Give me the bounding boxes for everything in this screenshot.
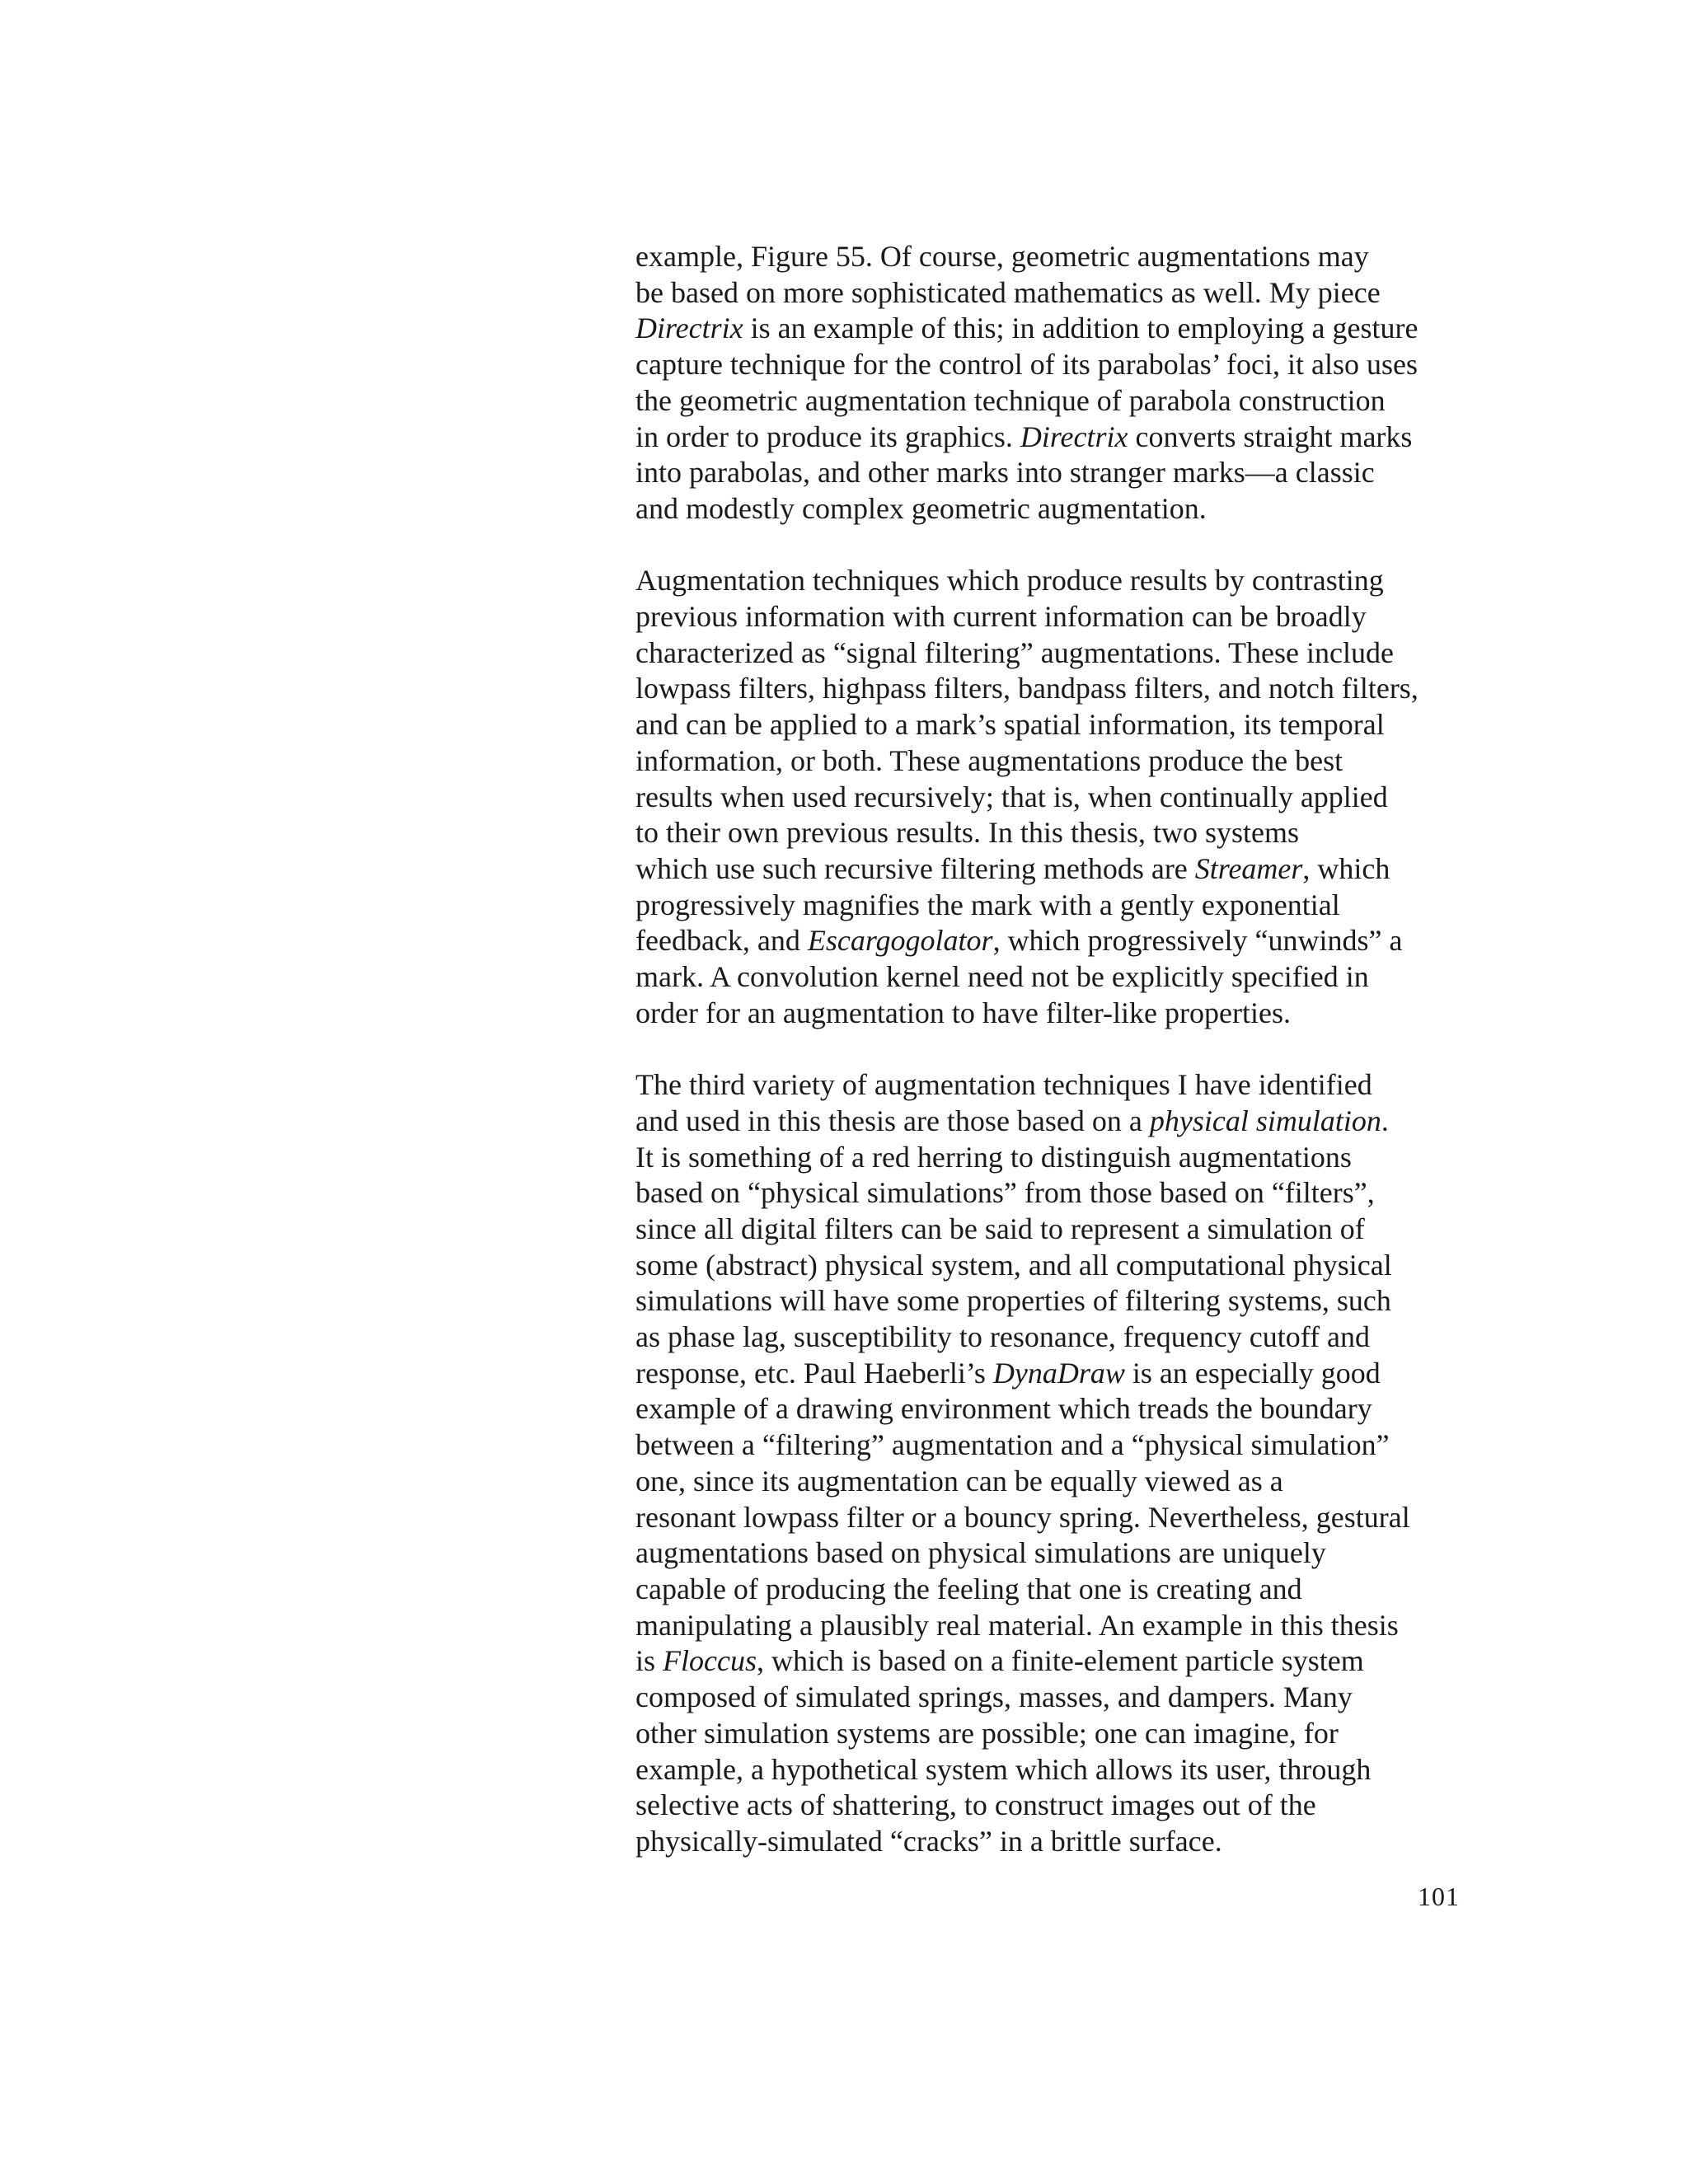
text-run: be based on more sophisticated mathematics as well. My piece <box>635 275 1381 309</box>
text-line <box>635 923 1489 959</box>
text-run: based on “physical simulations” from those based on “filters”, <box>635 1176 1375 1210</box>
text-line <box>635 1391 1489 1427</box>
text-run: is <box>635 1644 663 1678</box>
text-line <box>635 743 1489 780</box>
text-line <box>635 671 1489 707</box>
text-run: example of a drawing environment which treads the boundary <box>635 1392 1372 1426</box>
text-line <box>635 1680 1489 1716</box>
text-line <box>635 1212 1489 1248</box>
text-run: physically-simulated “cracks” in a brittle surface. <box>635 1824 1222 1858</box>
text-run: augmentations based on physical simulations are uniquely <box>635 1536 1326 1570</box>
text-line <box>635 491 1489 527</box>
text-run: converts straight marks <box>1128 419 1413 453</box>
text-line <box>635 851 1489 888</box>
text-line <box>635 1067 1489 1104</box>
text-run: results when used recursively; that is, when continually applied <box>635 780 1388 813</box>
text-run: simulations will have some properties of filtering systems, such <box>635 1284 1391 1318</box>
italic-title: physical simulation <box>1149 1104 1381 1137</box>
text-line <box>635 239 1489 275</box>
text-line <box>635 1140 1489 1176</box>
text-line <box>635 1248 1489 1284</box>
italic-title: Escargogolator <box>807 924 993 958</box>
text-run: between a “filtering” augmentation and a “physical simulation” <box>635 1428 1390 1462</box>
text-run: composed of simulated springs, masses, and dampers. Many <box>635 1680 1353 1714</box>
text-run: , which progressively “unwinds” a <box>992 924 1403 958</box>
text-run: example, a hypothetical system which allows its user, through <box>635 1752 1372 1786</box>
text-run: progressively magnifies the mark with a gently exponential <box>635 888 1340 921</box>
text-run: , which is based on a finite-element particle system <box>756 1644 1364 1678</box>
text-line <box>635 1788 1489 1824</box>
text-line <box>635 1572 1489 1608</box>
text-run: characterized as “signal filtering” augmentations. These include <box>635 635 1394 669</box>
text-run: is an especially good <box>1124 1356 1381 1390</box>
paragraph <box>635 563 1489 1031</box>
text-run: to their own previous results. In this thesis, two systems <box>635 816 1299 850</box>
text-run: resonant lowpass filter or a bouncy spring. Nevertheless, gestural <box>635 1500 1410 1534</box>
text-line <box>635 1643 1489 1680</box>
text-line <box>635 635 1489 672</box>
text-line <box>635 599 1489 635</box>
italic-title: Floccus <box>663 1644 757 1678</box>
text-run: feedback, and <box>635 924 808 958</box>
text-run: previous information with current information can be broadly <box>635 600 1367 634</box>
text-run: which use such recursive filtering methods are <box>635 851 1195 885</box>
text-run: and modestly complex geometric augmentation. <box>635 491 1207 525</box>
italic-title: Directrix <box>1020 419 1128 453</box>
text-line <box>635 1175 1489 1212</box>
paragraph <box>635 239 1489 527</box>
text-run: in order to produce its graphics. <box>635 419 1020 453</box>
text-run: . <box>1381 1104 1389 1137</box>
text-line <box>635 1427 1489 1464</box>
italic-title: DynaDraw <box>992 1356 1125 1390</box>
text-run: example, Figure 55. Of course, geometric augmentations may <box>635 240 1369 273</box>
text-run: Augmentation techniques which produce results by contrasting <box>635 564 1384 598</box>
text-run: and used in this thesis are those based on a <box>635 1104 1150 1137</box>
text-run: selective acts of shattering, to construct images out of the <box>635 1788 1316 1822</box>
text-run: information, or both. These augmentations produce the best <box>635 743 1343 777</box>
text-run: other simulation systems are possible; one can imagine, for <box>635 1716 1339 1750</box>
text-line <box>635 455 1489 491</box>
text-line <box>635 1283 1489 1319</box>
text-run: The third variety of augmentation techniques I have identified <box>635 1068 1372 1102</box>
text-run: manipulating a plausibly real material. An example in this thesis <box>635 1608 1399 1642</box>
text-run: response, etc. Paul Haeberli’s <box>635 1356 993 1390</box>
text-line <box>635 996 1489 1032</box>
text-line <box>635 1464 1489 1500</box>
text-run: as phase lag, susceptibility to resonance, frequency cutoff and <box>635 1320 1371 1354</box>
text-line <box>635 347 1489 383</box>
text-run: lowpass filters, highpass filters, bandpass filters, and notch filters, <box>635 672 1418 705</box>
text-line <box>635 1104 1489 1140</box>
text-run: into parabolas, and other marks into stranger marks—a classic <box>635 456 1375 490</box>
text-line <box>635 959 1489 996</box>
text-line <box>635 707 1489 743</box>
text-line <box>635 1319 1489 1356</box>
italic-title: Directrix <box>635 312 743 345</box>
text-run: and can be applied to a mark’s spatial information, its temporal <box>635 708 1385 742</box>
text-run: some (abstract) physical system, and all computational physical <box>635 1248 1392 1282</box>
text-line <box>635 275 1489 312</box>
text-run: capable of producing the feeling that one is creating and <box>635 1572 1302 1605</box>
text-line <box>635 563 1489 599</box>
paragraph-gap <box>635 527 1489 564</box>
paragraph-gap <box>635 1031 1489 1067</box>
text-run: mark. A convolution kernel need not be explicitly specified in <box>635 960 1369 994</box>
text-run: the geometric augmentation technique of parabola construction <box>635 383 1386 417</box>
text-line <box>635 1716 1489 1752</box>
text-line <box>635 419 1489 456</box>
text-run: order for an augmentation to have filter-like properties. <box>635 996 1291 1029</box>
text-line <box>635 1356 1489 1392</box>
text-run: capture technique for the control of its parabolas’ foci, it also uses <box>635 348 1418 382</box>
text-run: since all digital filters can be said to represent a simulation of <box>635 1212 1365 1245</box>
page-number: 101 <box>1418 1882 1460 1911</box>
text-run: It is something of a red herring to distinguish augmentations <box>635 1140 1352 1174</box>
text-run: is an example of this; in addition to employing a gesture <box>743 312 1418 345</box>
text-line <box>635 1608 1489 1644</box>
italic-title: Streamer <box>1194 851 1303 885</box>
text-line <box>635 1752 1489 1788</box>
paragraph <box>635 1067 1489 1859</box>
text-line <box>635 1535 1489 1572</box>
text-line <box>635 780 1489 816</box>
text-line <box>635 383 1489 419</box>
text-line <box>635 1824 1489 1860</box>
text-line <box>635 1500 1489 1536</box>
text-line <box>635 815 1489 851</box>
text-run: , which <box>1302 851 1390 885</box>
text-line <box>635 888 1489 924</box>
body-text <box>635 239 1489 1860</box>
text-run: one, since its augmentation can be equally viewed as a <box>635 1464 1283 1497</box>
text-line <box>635 311 1489 347</box>
